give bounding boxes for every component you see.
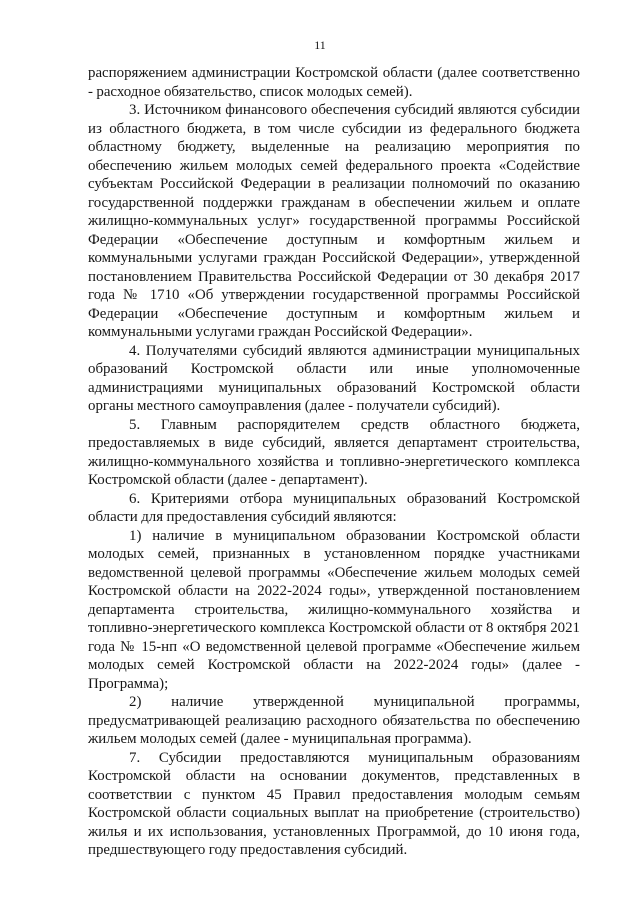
page-number: 11 [314, 38, 326, 52]
paragraph-6-selection-criteria: 6. Критериями отбора муниципальных образований Костромской области для предоставления субсидий являются: [88, 490, 580, 525]
criterion-2: 2) наличие утвержденной муниципальной программы, предусматривающей реализацию расходного обязательства по обеспечению жильем молодых семей (далее - муниципальная программа). [88, 694, 580, 747]
paragraph-continuation: распоряжением администрации Костромской области (далее соответственно - расходное обязательство, список молодых семей). [88, 65, 580, 100]
document-body [88, 64, 580, 860]
paragraph-4-recipients: 4. Получателями субсидий являются администрации муниципальных образований Костромской области или иные уполномоченные администрациями муниципальных образований Костромской области органы местного самоуправления (далее - получатели субсидий). [88, 342, 580, 414]
paragraph-5-main-administrator: 5. Главным распорядителем средств областного бюджета, предоставляемых в виде субсидий, является департамент строительства, жилищно-коммунального хозяйства и топливно-энергетического комплекса Костромской области (далее - департамент). [88, 416, 580, 488]
paragraph-3-funding-source: 3. Источником финансового обеспечения субсидий являются субсидии из областного бюджета, в том числе субсидии из федерального бюджета областному бюджету, выделенные на реализацию мероприятия по обеспечению жильем молодых семей федерального проекта «Содействие субъектам Российской Федерации в реализации полномочий по оказанию государственной поддержки гражданам в обеспечении жильем и оплате жилищно-коммунальных услуг» государственной программы Российской Федерации «Обеспечение доступным и комфортным жильем и коммунальными услугами граждан Российской Федерации», утвержденной постановлением Правительства Российской Федерации от 30 декабря 2017 года № 1710 «Об утверждении государственной программы Российской Федерации «Обеспечение доступным и комфортным жильем и коммунальными услугами граждан Российской Федерации». [88, 102, 580, 340]
criterion-1: 1) наличие в муниципальном образовании Костромской области молодых семей, признанных в установленном порядке участниками ведомственной целевой программы «Обеспечение жильем молодых семей Костромской области на 2022-2024 годы», утвержденной постановлением департамента строительства, жилищно-коммунального хозяйства и топливно-энергетического комплекса Костромской области от 8 октября 2021 года № 15-нп «О ведомственной целевой программе «Обеспечение жильем молодых семей Костромской области на 2022-2024 годы» (далее - Программа); [88, 527, 580, 692]
paragraph-7-provision: 7. Субсидии предоставляются муниципальным образованиям Костромской области на основании документов, представленных в соответствии с пунктом 45 Правил предоставления молодым семьям Костромской области социальных выплат на приобретение (строительство) жилья и их использования, установленных Программой, до 10 июня года, предшествующего году предоставления субсидий. [88, 749, 580, 858]
